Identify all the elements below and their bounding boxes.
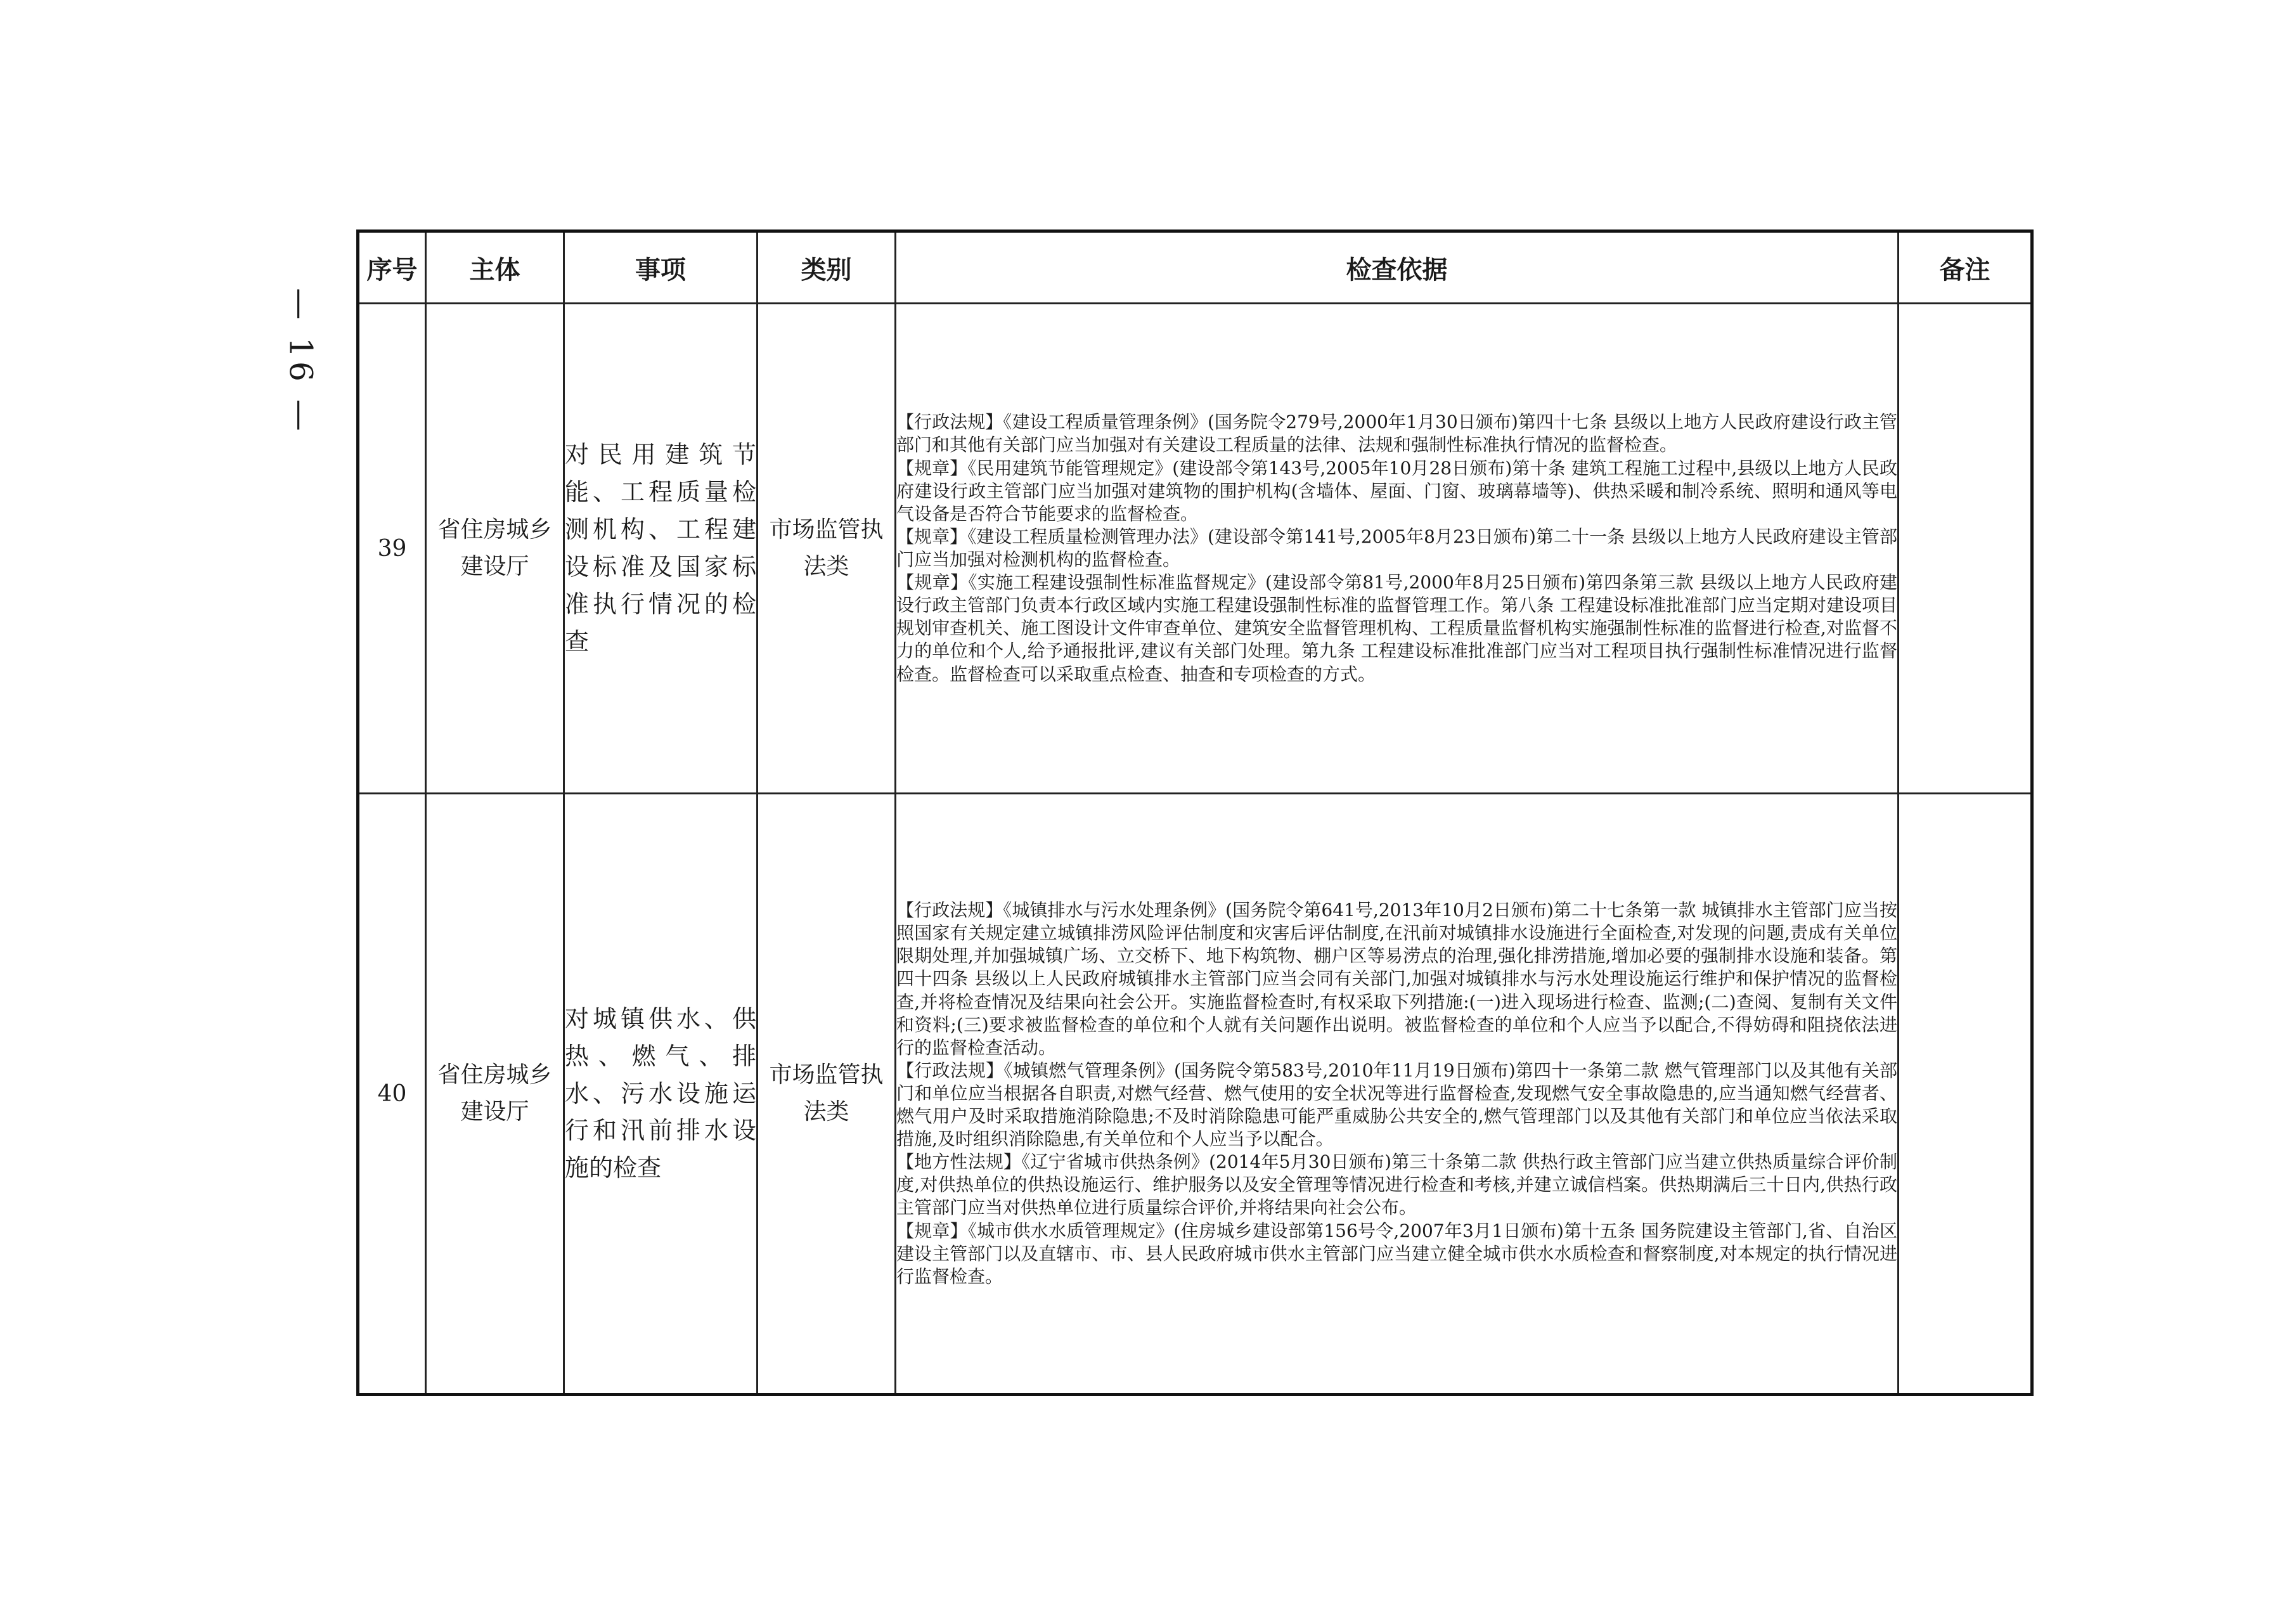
page-number <box>266 266 336 456</box>
header-subject: 主体 <box>426 231 564 304</box>
row-item: 对城镇供水、供热、燃气、排水、污水设施运行和汛前排水设施的检查 <box>564 794 758 1395</box>
table-row <box>358 304 2032 794</box>
row-seq: 40 <box>358 794 426 1395</box>
table-header-row <box>358 231 2032 304</box>
row-category: 市场监管执法类 <box>758 304 896 794</box>
row-basis: 【行政法规】《城镇排水与污水处理条例》(国务院令第641号,2013年10月2日颁布)第二十七条第一款 城镇排水主管部门应当按照国家有关规定建立城镇排涝风险评估制度和灾害后评估制度,在汛前对城镇排水设施进行全面检查,对发现的问题,责成有关单位限期处理,并加强城镇广场、立交桥下、地下构筑物、棚户区等易涝点的治理,强化排涝措施,增加必要的强制排水设施和装备。第四十四条 县级以上人民政府城镇排水主管部门应当会同有关部门,加强对城镇排水与污水处理设施运行维护和保护情况的监督检查,并将检查情况及结果向社会公开。实施监督检查时,有权采取下列措施:(一)进入现场进行检查、监测;(二)查阅、复制有关文件和资料;(三)要求被监督检查的单位和个人就有关问题作出说明。被监督检查的单位和个人应当予以配合,不得妨碍和阻挠依法进行的监督检查活动。 【行政法规】《城镇燃气管理条例》(国务院令第583号,2010年11月19日颁布)第四十一条第二款 燃气管理部门以及其他有关部门和单位应当根据各自职责,对燃气经营、燃气使用的安全状况等进行监督检查,发现燃气安全事故隐患的,应当通知燃气经营者、燃气用户及时采取措施消除隐患;不及时消除隐患可能严重威胁公共安全的,燃气管理部门以及其他有关部门和单位应当依法采取措施,及时组织消除隐患,有关单位和个人应当予以配合。 【地方性法规】《辽宁省城市供热条例》(2014年5月30日颁布)第三十条第二款 供热行政主管部门应当建立供热质量综合评价制度,对供热单位的供热设施运行、维护服务以及安全管理等情况进行检查和考核,并建立诚信档案。供热期满后三十日内,供热行政主管部门应当对供热单位进行质量综合评价,并将结果向社会公布。 【规章】《城市供水水质管理规定》(住房城乡建设部第156号令,2007年3月1日颁布)第十五条 国务院建设主管部门,省、自治区建设主管部门以及直辖市、市、县人民政府城市供水主管部门应当建立健全城市供水水质检查和督察制度,对本规定的执行情况进行监督检查。 <box>896 794 1899 1395</box>
table-row <box>358 794 2032 1395</box>
header-basis: 检查依据 <box>896 231 1899 304</box>
header-item: 事项 <box>564 231 758 304</box>
row-subject: 省住房城乡建设厅 <box>426 304 564 794</box>
row-note <box>1899 794 2032 1395</box>
row-seq: 39 <box>358 304 426 794</box>
header-category: 类别 <box>758 231 896 304</box>
row-subject: 省住房城乡建设厅 <box>426 794 564 1395</box>
inspection-table <box>356 229 2034 1396</box>
header-note: 备注 <box>1899 231 2032 304</box>
row-item: 对民用建筑节能、工程质量检测机构、工程建设标准及国家标准执行情况的检查 <box>564 304 758 794</box>
row-category: 市场监管执法类 <box>758 794 896 1395</box>
row-basis: 【行政法规】《建设工程质量管理条例》(国务院令279号,2000年1月30日颁布)第四十七条 县级以上地方人民政府建设行政主管部门和其他有关部门应当加强对有关建设工程质量的法律、法规和强制性标准执行情况的监督检查。 【规章】《民用建筑节能管理规定》(建设部令第143号,2005年10月28日颁布)第十条 建筑工程施工过程中,县级以上地方人民政府建设行政主管部门应当加强对建筑物的围护机构(含墙体、屋面、门窗、玻璃幕墙等)、供热采暖和制冷系统、照明和通风等电气设备是否符合节能要求的监督检查。 【规章】《建设工程质量检测管理办法》(建设部令第141号,2005年8月23日颁布)第二十一条 县级以上地方人民政府建设主管部门应当加强对检测机构的监督检查。 【规章】《实施工程建设强制性标准监督规定》(建设部令第81号,2000年8月25日颁布)第四条第三款 县级以上地方人民政府建设行政主管部门负责本行政区域内实施工程建设强制性标准的监督管理工作。第八条 工程建设标准批准部门应当定期对建设项目规划审查机关、施工图设计文件审查单位、建筑安全监督管理机构、工程质量监督机构实施强制性标准的监督进行检查,对监督不力的单位和个人,给予通报批评,建议有关部门处理。第九条 工程建设标准批准部门应当对工程项目执行强制性标准情况进行监督检查。监督检查可以采取重点检查、抽查和专项检查的方式。 <box>896 304 1899 794</box>
row-note <box>1899 304 2032 794</box>
header-seq: 序号 <box>358 231 426 304</box>
page-number-text: — 16 — <box>283 288 320 435</box>
